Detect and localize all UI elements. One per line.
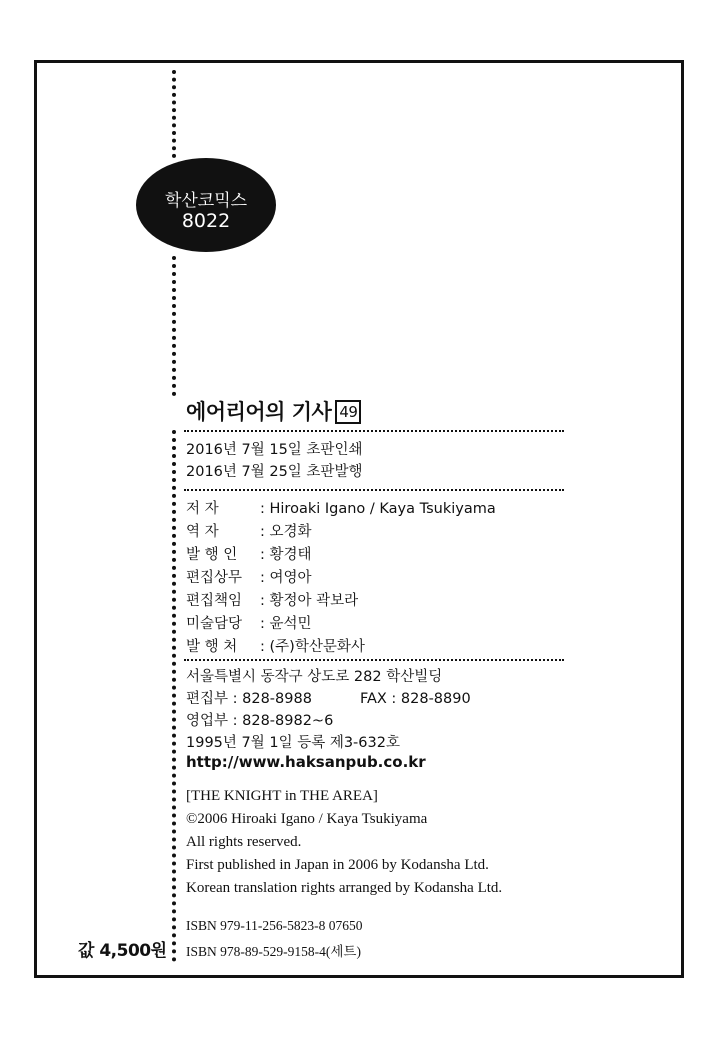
series-name: 학산코믹스 bbox=[164, 191, 248, 211]
publish-date: 2016년 7월 25일 초판발행 bbox=[186, 464, 363, 480]
rights-line: All rights reserved. bbox=[186, 834, 302, 850]
credit-value: 윤석민 bbox=[269, 616, 312, 632]
rights-line: [THE KNIGHT in THE AREA] bbox=[186, 788, 378, 804]
credit-row: 발 행 처 : (주)학산문화사 bbox=[186, 635, 365, 656]
publisher-address: 서울특별시 동작구 상도로 282 학산빌딩 bbox=[186, 669, 443, 685]
credit-value: 황정아 곽보라 bbox=[269, 593, 359, 609]
dotted-rule-middle bbox=[172, 256, 176, 396]
divider bbox=[184, 489, 564, 491]
isbn-line: ISBN 979-11-256-5823-8 07650 bbox=[186, 918, 363, 933]
isbn-line: ISBN 978-89-529-9158-4(세트) bbox=[186, 944, 361, 959]
dotted-rule-top bbox=[172, 70, 176, 158]
divider bbox=[184, 430, 564, 432]
print-date: 2016년 7월 15일 초판인쇄 bbox=[186, 442, 363, 458]
book-title-block bbox=[186, 396, 361, 426]
credit-label: 편집상무 bbox=[186, 570, 243, 586]
series-number: 8022 bbox=[181, 210, 231, 232]
credit-label: 발 행 처 bbox=[186, 639, 238, 655]
registration: 1995년 7월 1일 등록 제3-632호 bbox=[186, 735, 400, 751]
credit-label: 역 자 bbox=[186, 524, 219, 540]
credit-row: 편집상무 : 여영아 bbox=[186, 566, 312, 587]
series-badge bbox=[136, 158, 276, 252]
credit-row: 편집책임 : 황정아 곽보라 bbox=[186, 589, 358, 610]
editorial-phone: 편집부 : 828-8988 bbox=[186, 691, 312, 707]
book-title: 에어리어의 기사 bbox=[186, 400, 332, 424]
credit-label: 미술담당 bbox=[186, 616, 243, 632]
contact-row bbox=[186, 687, 471, 708]
credit-row: 역 자 : 오경화 bbox=[186, 520, 312, 541]
credit-row: 미술담당 : 윤석민 bbox=[186, 612, 312, 633]
credit-label: 발 행 인 bbox=[186, 547, 238, 563]
credit-label: 편집책임 bbox=[186, 593, 243, 609]
divider bbox=[184, 659, 564, 661]
credit-row: 발 행 인 : 황경태 bbox=[186, 543, 312, 564]
credit-value: Hiroaki Igano / Kaya Tsukiyama bbox=[269, 501, 496, 517]
rights-line: ©2006 Hiroaki Igano / Kaya Tsukiyama bbox=[186, 811, 428, 827]
volume-badge: 49 bbox=[335, 400, 361, 424]
credit-label: 저 자 bbox=[186, 501, 219, 517]
credit-value: 황경태 bbox=[269, 547, 312, 563]
credit-value: 오경화 bbox=[269, 524, 312, 540]
rights-line: First published in Japan in 2006 by Kodansha Ltd. bbox=[186, 857, 489, 873]
credit-value: 여영아 bbox=[269, 570, 312, 586]
publisher-url[interactable]: http://www.haksanpub.co.kr bbox=[186, 753, 426, 771]
price-label: 값 4,500원 bbox=[78, 941, 167, 961]
fax-number: FAX : 828-8890 bbox=[359, 691, 471, 707]
credit-value: (주)학산문화사 bbox=[269, 639, 365, 655]
sales-phone: 영업부 : 828-8982~6 bbox=[186, 713, 334, 729]
dotted-rule-bottom bbox=[172, 430, 176, 962]
credit-row: 저 자 : Hiroaki Igano / Kaya Tsukiyama bbox=[186, 497, 496, 518]
rights-line: Korean translation rights arranged by Kodansha Ltd. bbox=[186, 880, 503, 896]
page-frame bbox=[34, 60, 684, 978]
